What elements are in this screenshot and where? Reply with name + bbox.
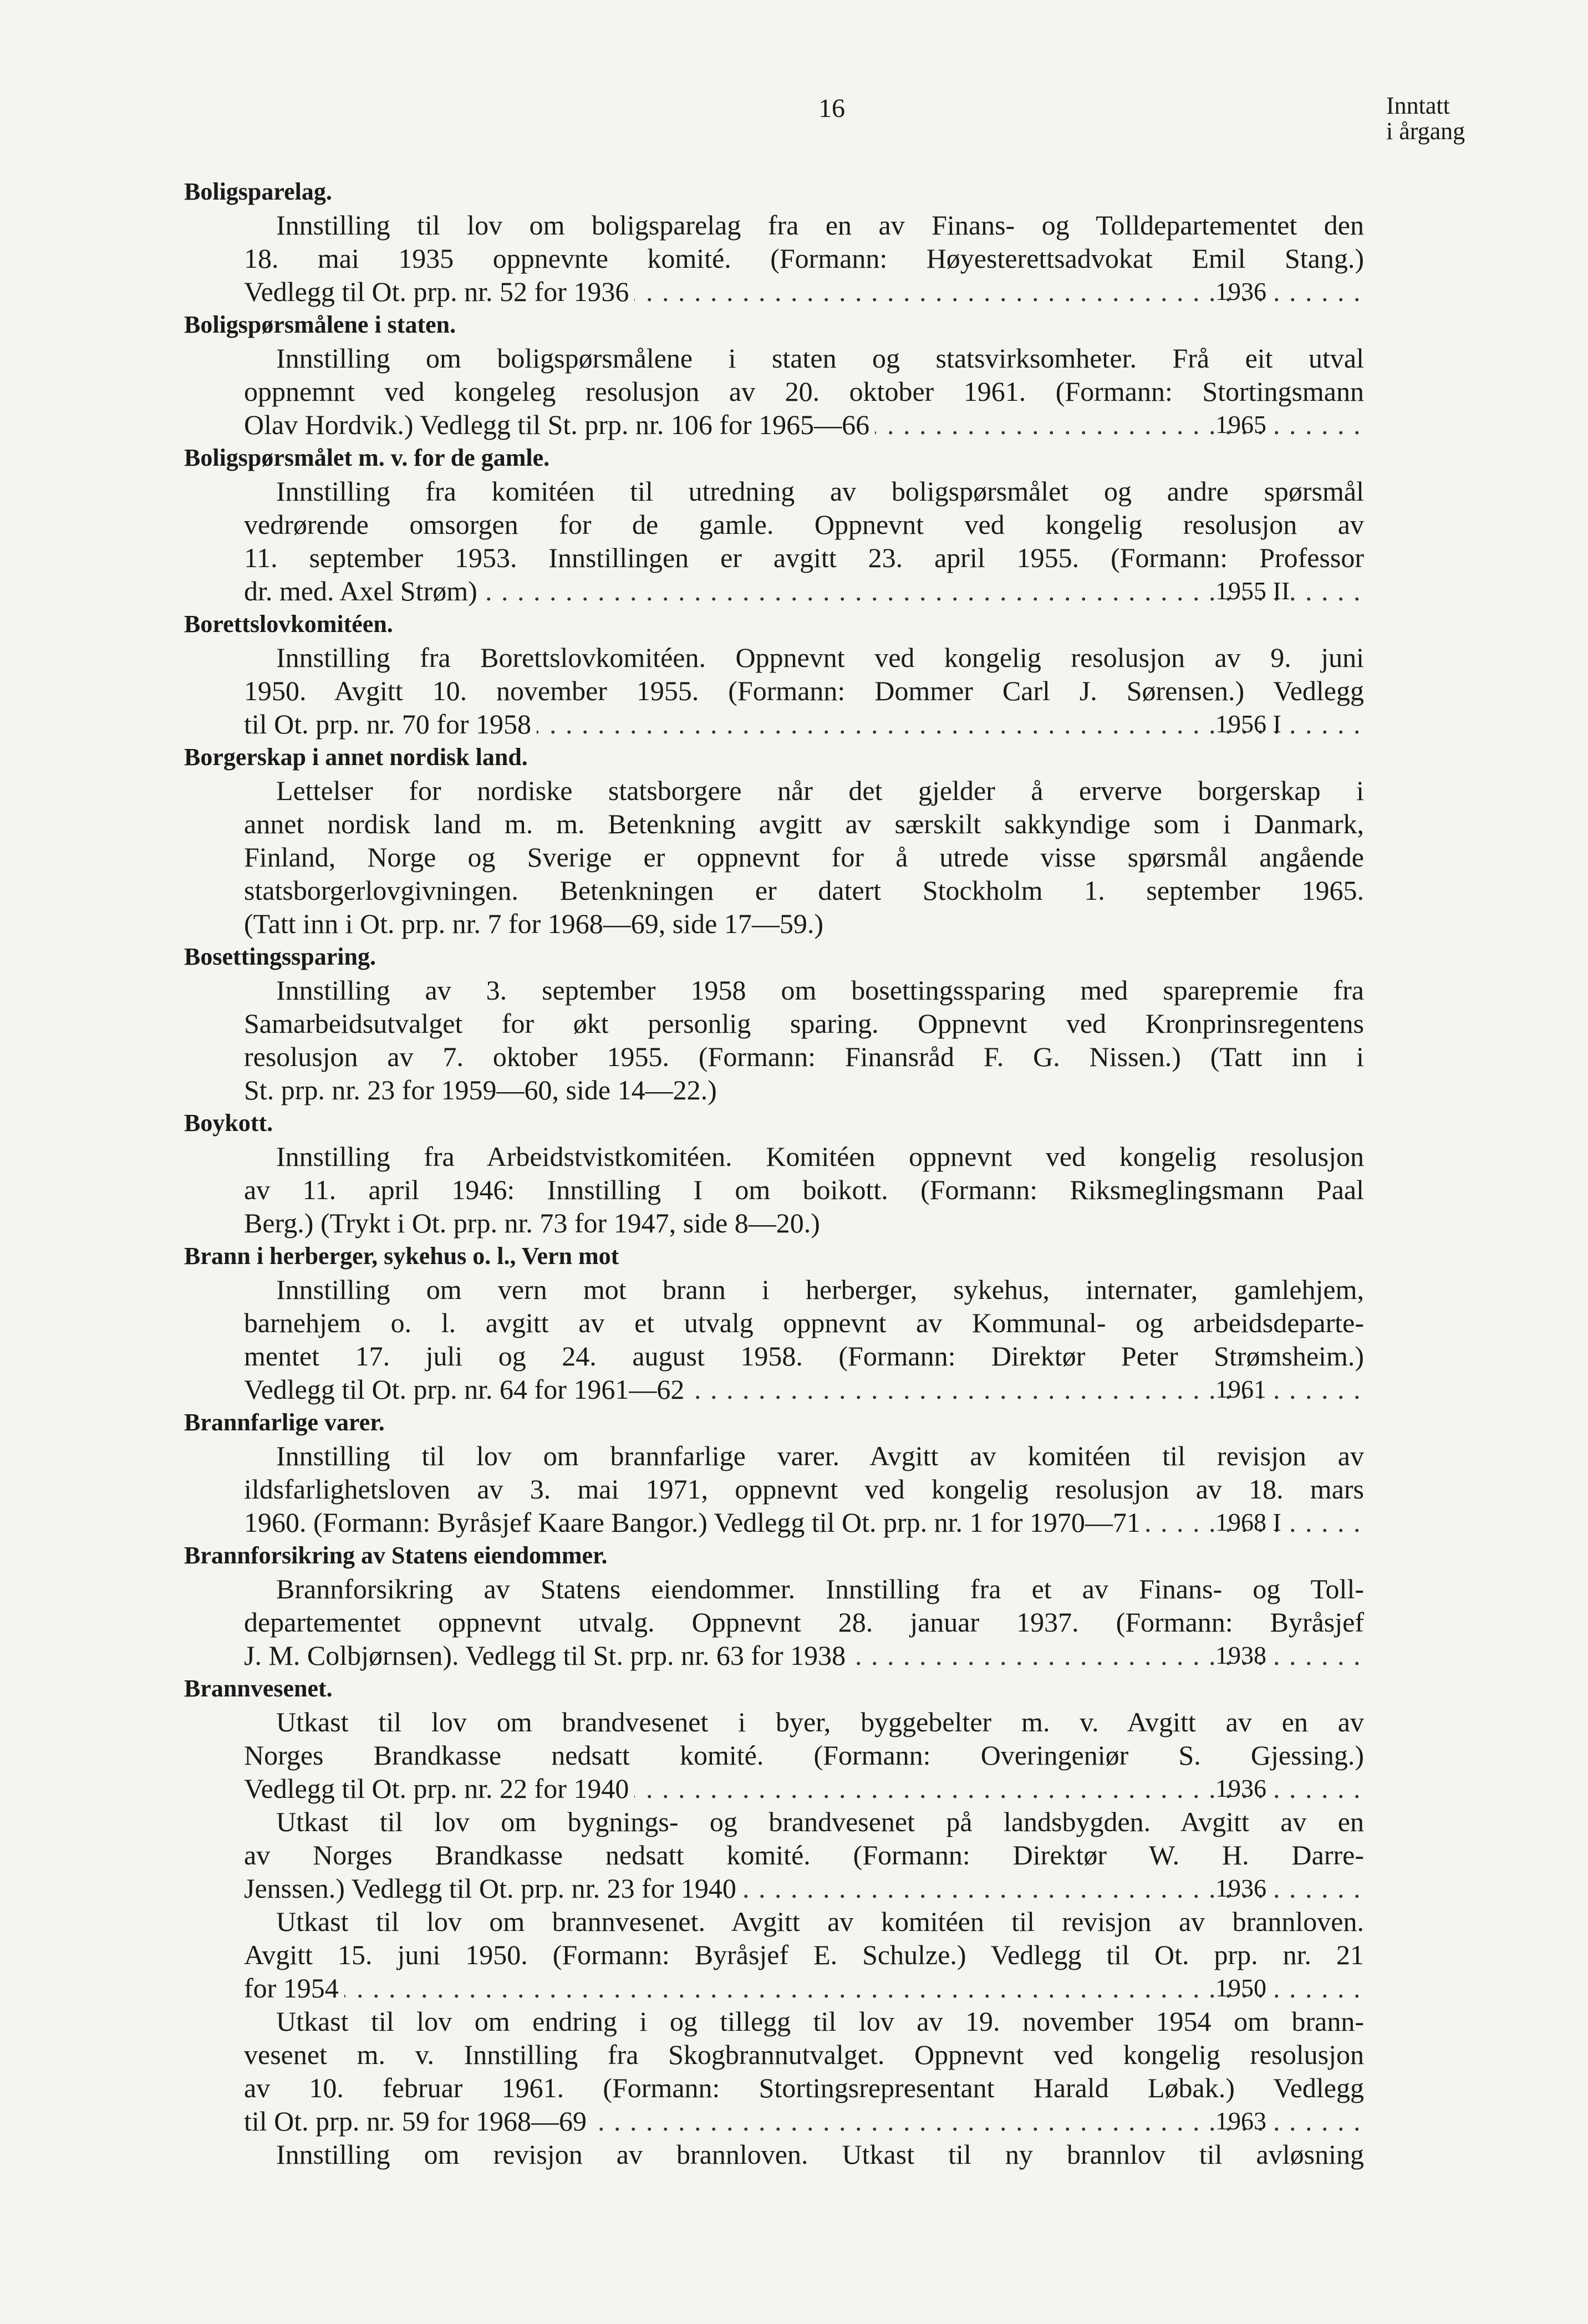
text-line: Norges Brandkasse nedsatt komité. (Formann: Overingeniør S. Gjessing.) [244, 1740, 1364, 1771]
entry-paragraph [244, 475, 1364, 608]
text-line: Utkast til lov om endring i og tillegg til lov av 19. november 1954 om brann- [276, 2006, 1364, 2037]
entry-title: Borgerskap i annet nordisk land. [184, 743, 528, 771]
text-line: Lettelser for nordiske statsborgere når det gjelder å erverve borgerskap i [276, 775, 1364, 806]
text-line: av 10. februar 1961. (Formann: Stortingsrepresentant Harald Løbak.) Vedlegg [244, 2072, 1364, 2103]
text-line: Olav Hordvik.) Vedlegg til St. prp. nr. 106 for 1965—66 . . . [244, 408, 1364, 441]
entry-title: Brannfarlige varer. [184, 1409, 385, 1436]
entry-title: Bosettingssparing. [184, 943, 376, 970]
text-line: Innstilling fra Borettslovkomitéen. Oppnevnt ved kongelig resolusjon av 9. juni [276, 642, 1364, 673]
entry-paragraph [244, 208, 1364, 308]
text-line: mentet 17. juli og 24. august 1958. (Formann: Direktør Peter Strømsheim.) [244, 1341, 1364, 1372]
text-line: (Tatt inn i Ot. prp. nr. 7 for 1968—69, side 17—59.) [244, 907, 1364, 940]
entry-paragraph [244, 2005, 1364, 2138]
text-line: av Norges Brandkasse nedsatt komité. (Formann: Direktør W. H. Darre- [244, 1839, 1364, 1871]
text-line: av 11. april 1946: Innstilling I om boikott. (Formann: Riksmeglingsmann Paal [244, 1174, 1364, 1205]
text-line: Avgitt 15. juni 1950. (Formann: Byråsjef E. Schulze.) Vedlegg til Ot. prp. nr. 21 [244, 1939, 1364, 1970]
text-line: Innstilling fra Arbeidstvistkomitéen. Komitéen oppnevnt ved kongelig resolusjon [276, 1141, 1364, 1172]
year-included: 1938 [1215, 1641, 1266, 1669]
entry-paragraph [244, 1905, 1364, 2005]
text-line: Utkast til lov om bygnings- og brandvesenet på landsbygden. Avgitt av en [276, 1806, 1364, 1837]
text-line: 18. mai 1935 oppnevnte komité. (Formann: Høyesterettsadvokat Emil Stang.) [244, 243, 1364, 274]
text-line: oppnemnt ved kongeleg resolusjon av 20. oktober 1961. (Formann: Stortingsmann [244, 376, 1364, 407]
entry-paragraph [244, 1140, 1364, 1240]
text-line: til Ot. prp. nr. 59 for 1968—69 . . . [244, 2104, 1364, 2138]
entry-title: Brann i herberger, sykehus o. l., Vern mot [184, 1242, 619, 1270]
text-line: Innstilling om vern mot brann i herberger, sykehus, internater, gamlehjem, [276, 1274, 1364, 1305]
text-line: Innstilling til lov om brannfarlige varer. Avgitt av komitéen til revisjon av [276, 1440, 1364, 1471]
year-included: 1961 [1215, 1375, 1266, 1403]
entry-title: Boligspørsmålene i staten. [184, 311, 456, 338]
text-line: Innstilling av 3. september 1958 om bosettingssparing med sparepremie fra [276, 975, 1364, 1006]
text-line: for 1954 . . . [244, 1971, 1364, 2005]
entry-paragraph [244, 1705, 1364, 1805]
entry-paragraph [244, 774, 1364, 940]
text-line: Utkast til lov om brannvesenet. Avgitt av komitéen til revisjon av brannloven. [276, 1906, 1364, 1937]
entry-paragraph [244, 1572, 1364, 1672]
text-line: 11. september 1953. Innstillingen er avgitt 23. april 1955. (Formann: Professor [244, 542, 1364, 573]
text-line: resolusjon av 7. oktober 1955. (Formann: Finansråd F. G. Nissen.) (Tatt inn i [244, 1041, 1364, 1072]
entry-paragraph [244, 2138, 1364, 2171]
text-line: Vedlegg til Ot. prp. nr. 22 for 1940 . . . [244, 1772, 1364, 1805]
text-line: Utkast til lov om brandvesenet i byer, byggebelter m. v. Avgitt av en av [276, 1706, 1364, 1737]
entry-title: Boykott. [184, 1109, 273, 1136]
text-line: Innstilling om revisjon av brannloven. Utkast til ny brannlov til avløsning [276, 2139, 1364, 2170]
text-line: vesenet m. v. Innstilling fra Skogbrannutvalget. Oppnevnt ved kongelig resolusjon [244, 2039, 1364, 2070]
entry-title: Borettslovkomitéen. [184, 610, 393, 638]
text-line: Jenssen.) Vedlegg til Ot. prp. nr. 23 for 1940 . . . [244, 1872, 1364, 1905]
text-line: Innstilling om boligspørsmålene i staten og statsvirksomheter. Frå eit utval [276, 343, 1364, 374]
entry-title: Brannvesenet. [184, 1675, 333, 1702]
text-line: J. M. Colbjørnsen). Vedlegg til St. prp. nr. 63 for 1938 . . . [244, 1639, 1364, 1672]
text-line: Samarbeidsutvalget for økt personlig sparing. Oppnevnt ved Kronprinsregentens [244, 1008, 1364, 1039]
year-included: 1955 II [1215, 577, 1290, 605]
register-entries [184, 175, 1448, 2171]
year-included: 1936 [1215, 1874, 1266, 1902]
text-line: 1960. (Formann: Byråsjef Kaare Bangor.) Vedlegg til Ot. prp. nr. 1 for 1970—71 . . . [244, 1506, 1364, 1539]
text-line: 1950. Avgitt 10. november 1955. (Formann: Dommer Carl J. Sørensen.) Vedlegg [244, 675, 1364, 706]
text-line: statsborgerlovgivningen. Betenkningen er datert Stockholm 1. september 1965. [244, 875, 1364, 906]
column-header-line: Inntatt [1386, 92, 1450, 119]
year-included: 1965 [1215, 410, 1266, 439]
text-line: barnehjem o. l. avgitt av et utvalg oppnevnt av Kommunal- og arbeidsdeparte- [244, 1307, 1364, 1338]
text-line: Vedlegg til Ot. prp. nr. 52 for 1936 . . . [244, 275, 1364, 308]
year-included: 1963 [1215, 2107, 1266, 2135]
entry-paragraph [244, 1805, 1364, 1905]
entry-paragraph [244, 1439, 1364, 1539]
entry-paragraph [244, 1273, 1364, 1406]
text-line: ildsfarlighetsloven av 3. mai 1971, oppnevnt ved kongelig resolusjon av 18. mars [244, 1474, 1364, 1505]
text-line: St. prp. nr. 23 for 1959—60, side 14—22.) [244, 1073, 1364, 1107]
text-line: Vedlegg til Ot. prp. nr. 64 for 1961—62 . . . [244, 1373, 1364, 1406]
text-line: dr. med. Axel Strøm) . . . [244, 574, 1364, 608]
text-line: til Ot. prp. nr. 70 for 1958 . . . [244, 707, 1364, 741]
text-line: vedrørende omsorgen for de gamle. Oppnevnt ved kongelig resolusjon av [244, 509, 1364, 540]
text-line: Finland, Norge og Sverige er oppnevnt for å utrede visse spørsmål angående [244, 842, 1364, 873]
entry-title: Boligsparelag. [184, 178, 332, 205]
entry-title: Brannforsikring av Statens eiendommer. [184, 1542, 608, 1569]
text-line: Innstilling til lov om boligsparelag fra en av Finans- og Tolldepartementet den [276, 210, 1364, 241]
year-included: 1950 [1215, 1974, 1266, 2002]
text-line: Berg.) (Trykt i Ot. prp. nr. 73 for 1947, side 8—20.) [244, 1206, 1364, 1240]
page-number: 16 [818, 94, 845, 123]
column-header-inntatt [1386, 93, 1465, 144]
year-included: 1936 [1215, 1774, 1266, 1802]
entry-paragraph [244, 641, 1364, 741]
entry-title: Boligspørsmålet m. v. for de gamle. [184, 444, 550, 471]
text-line: Brannforsikring av Statens eiendommer. Innstilling fra et av Finans- og Toll- [276, 1573, 1364, 1604]
year-included: 1936 [1215, 277, 1266, 305]
column-header-line: i årgang [1386, 118, 1465, 145]
year-included: 1968 I [1215, 1508, 1281, 1536]
text-line: departementet oppnevnt utvalg. Oppnevnt 28. januar 1937. (Formann: Byråsjef [244, 1607, 1364, 1638]
year-included: 1956 I [1215, 710, 1281, 738]
entry-paragraph [244, 342, 1364, 441]
text-line: Innstilling fra komitéen til utredning av boligspørsmålet og andre spørsmål [276, 476, 1364, 507]
text-line: annet nordisk land m. m. Betenkning avgitt av særskilt sakkyndige som i Danmark, [244, 808, 1364, 839]
entry-paragraph [244, 974, 1364, 1107]
